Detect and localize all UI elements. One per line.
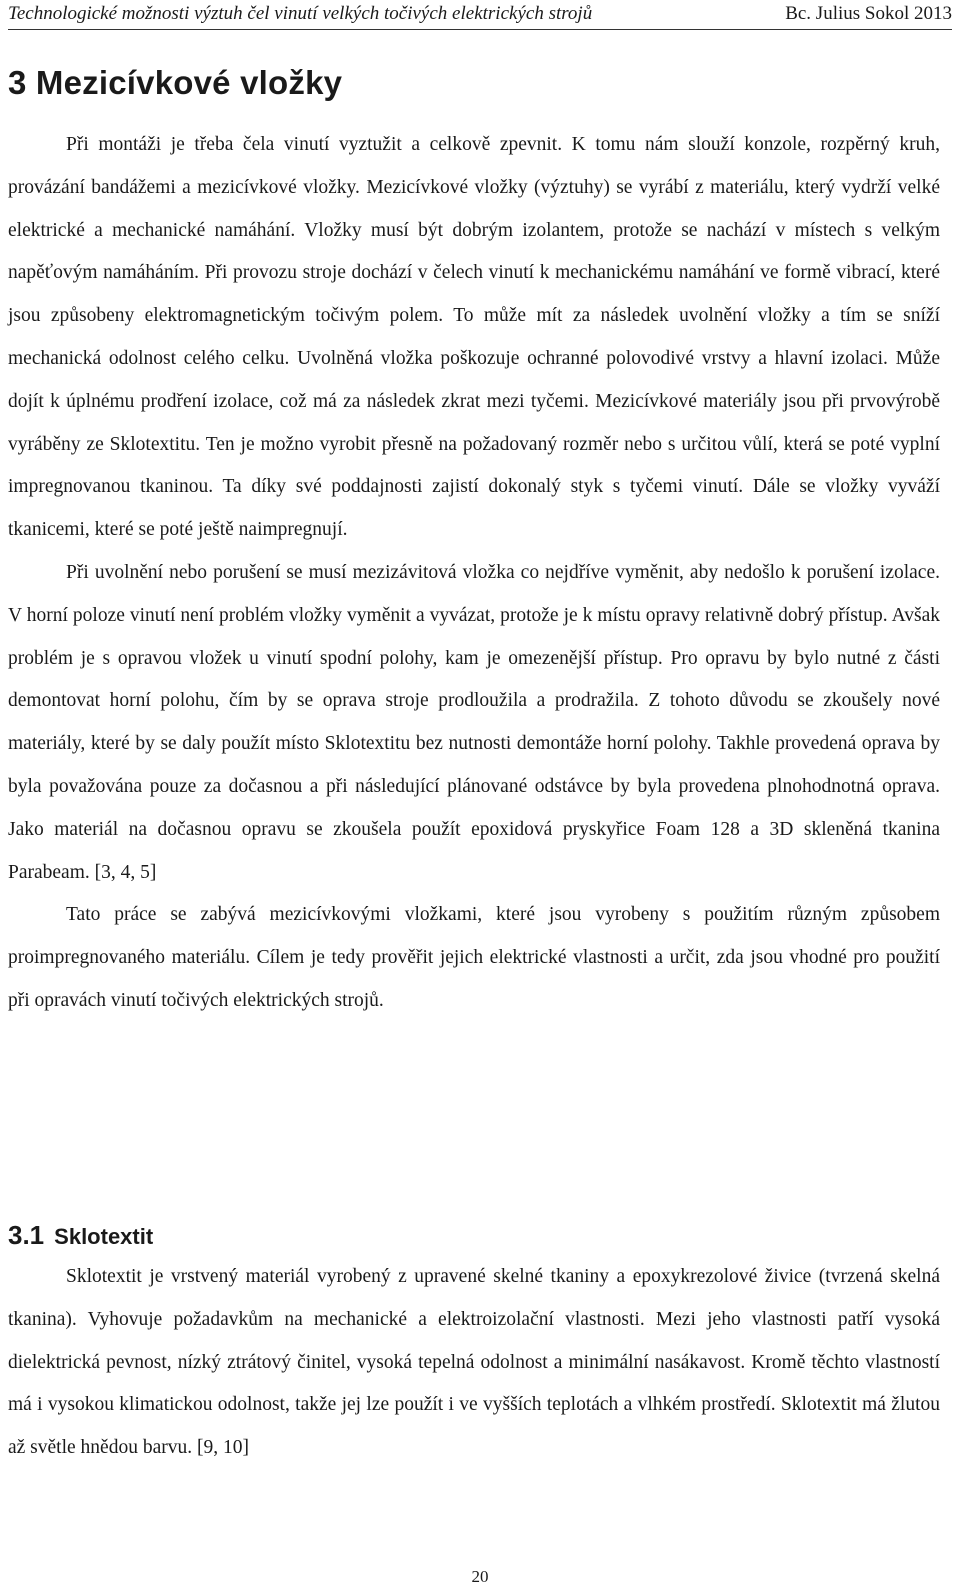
header-author-year: Bc. Julius Sokol 2013 xyxy=(785,3,952,24)
header-title: Technologické možnosti výztuh čel vinutí velkých točivých elektrických strojů xyxy=(8,3,593,24)
section-number: 3.1 xyxy=(8,1220,45,1250)
chapter-title: 3 Mezicívkové vložky xyxy=(8,64,343,101)
page-number: 20 xyxy=(471,1567,489,1586)
chapter-paragraph-3: Tato práce se zabývá mezicívkovými vložkami, které jsou vyrobeny s použitím různým způsobem proimpregnovaného materiálu. Cílem je tedy prověřit jejich elektrické vlastnosti a určit, zda jsou vhodné pro použití při opravách vinutí točivých elektrických strojů. xyxy=(8,904,940,1011)
section-body xyxy=(8,1256,940,1470)
section-heading xyxy=(8,1220,153,1251)
section-title: Sklotextit xyxy=(54,1224,154,1249)
page-header xyxy=(8,0,952,30)
chapter-paragraph-1: Při montáži je třeba čela vinutí vyztužit a celkově zpevnit. K tomu nám slouží konzole, rozpěrný kruh, provázání bandážemi a mezicívkové vložky. Mezicívkové vložky (výztuhy) se vyrábí z materiálu, který vydrží velké elektrické a mechanické namáhání. Vložky musí být dobrým izolantem, protože se nachází v místech s velkým napěťovým namáháním. Při provozu stroje dochází v čelech vinutí k mechanickému namáhání ve formě vibrací, které jsou způsobeny elektromagnetickým točivým polem. To může mít za následek uvolnění vložky a tím se sníží mechanická odolnost celého celku. Uvolněná vložka poškozuje ochranné polovodivé vrstvy a hlavní izolaci. Může dojít k úplnému prodření izolace, což má za následek zkrat mezi tyčemi. Mezicívkové materiály jsou při prvovýrobě vyráběny ze Sklotextitu. Ten je možno vyrobit přesně na požadovaný rozměr nebo s určitou vůlí, která se poté vyplní impregnovanou tkaninou. Ta díky své poddajnosti zajistí dokonalý styk s tyčemi vinutí. Dále se vložky vyváží tkanicemi, které se poté ještě naimpregnují. xyxy=(8,134,940,541)
section-paragraph-1: Sklotextit je vrstvený materiál vyrobený z upravené skelné tkaniny a epoxykrezolové živice (tvrzená skelná tkanina). Vyhovuje požadavkům na mechanické a elektroizolační vlastnosti. Mezi jeho vlastnosti patří vysoká dielektrická pevnost, nízký ztrátový činitel, vysoká tepelná odolnost a minimální nasákavost. Kromě těchto vlastností má i vysokou klimatickou odolnost, takže jej lze použít i ve vyšších teplotách a vlhkém prostředí. Sklotextit má žlutou až světle hnědou barvu. [9, 10] xyxy=(8,1266,940,1459)
chapter-paragraph-2: Při uvolnění nebo porušení se musí mezizávitová vložka co nejdříve vyměnit, aby nedošlo k porušení izolace. V horní poloze vinutí není problém vložky vyměnit a vyvázat, protože je k místu opravy relativně dobrý přístup. Avšak problém je s opravou vložek u vinutí spodní polohy, kam je omezenější přístup. Pro opravu by bylo nutné z části demontovat horní polohu, čím by se oprava stroje prodloužila a prodražila. Z tohoto důvodu se zkoušely nové materiály, které by se daly použít místo Sklotextitu bez nutnosti demontáže horní polohy. Takhle provedená oprava by byla považována pouze za dočasnou a při následující plánované odstávce by byla provedena plnohodnotná oprava. Jako materiál na dočasnou opravu se zkoušela použít epoxidová pryskyřice Foam 128 a 3D skleněná tkanina Parabeam. [3, 4, 5] xyxy=(8,561,940,883)
chapter-body xyxy=(8,124,940,1023)
